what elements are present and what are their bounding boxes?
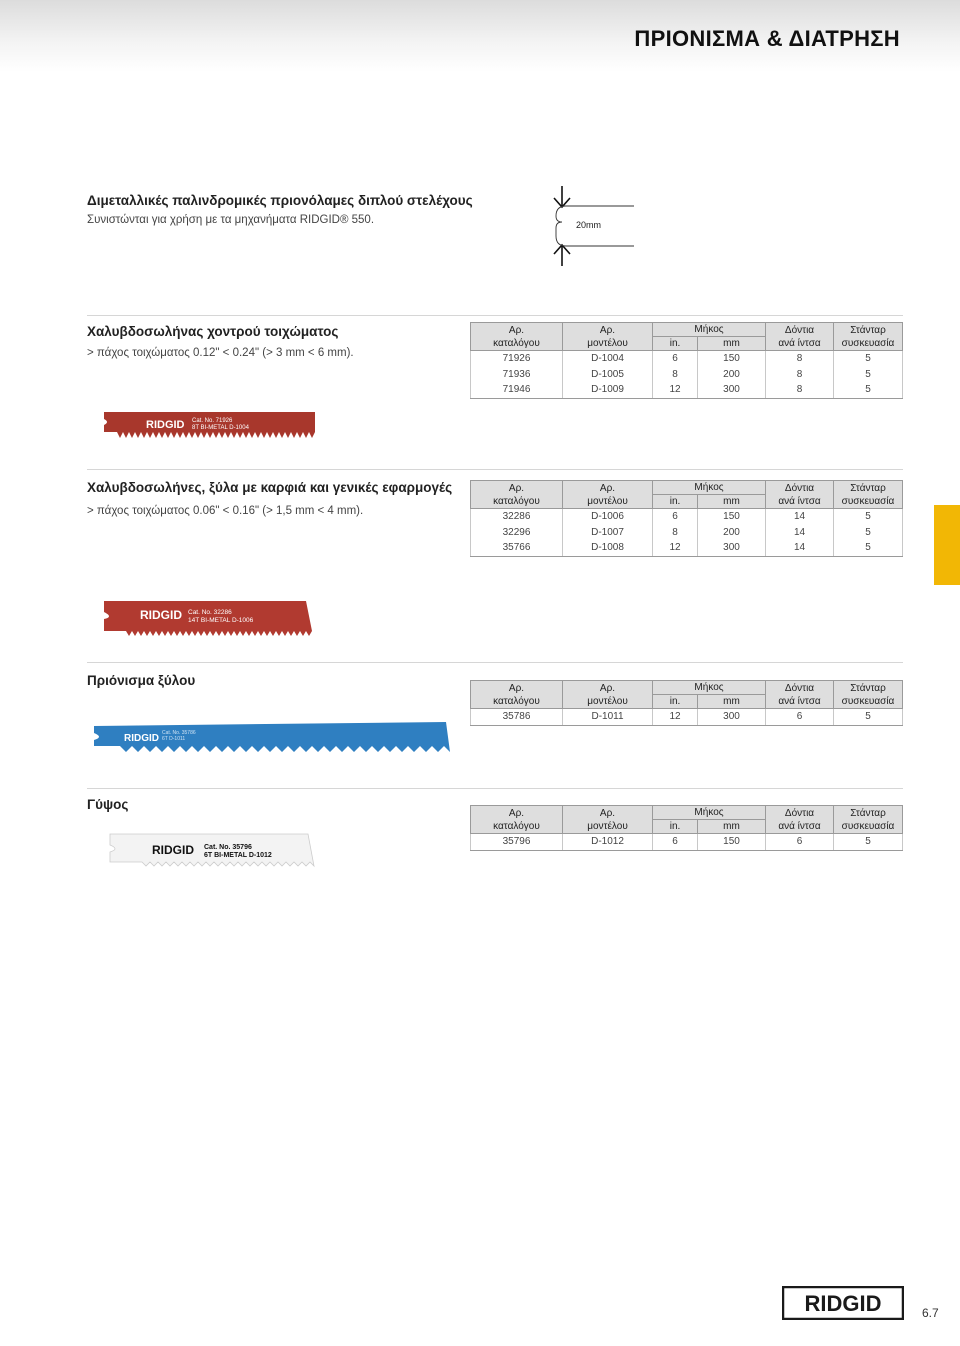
cell-mm: 200 (698, 525, 766, 541)
logo-wordmark: RIDGID (804, 1291, 882, 1316)
cell-pack: 5 (834, 834, 903, 851)
spec-table (470, 322, 903, 399)
section-title: Γύψος (87, 797, 129, 812)
cell-catalog: 35786 (471, 709, 563, 726)
cell-in: 12 (653, 709, 698, 726)
cell-model: D-1005 (563, 367, 653, 383)
cell-model: D-1012 (563, 834, 653, 851)
col-header-teeth: Δόντια ανά ίντσα (766, 681, 834, 709)
cell-model: D-1006 (563, 509, 653, 525)
cell-teeth: 8 (766, 367, 834, 383)
col-header-catalog: Αρ. καταλόγου (471, 806, 563, 834)
intro-subtitle: Συνιστώνται για χρήση με τα μηχανήματα RIDGID® 550. (87, 214, 375, 226)
cell-pack: 5 (834, 540, 903, 556)
cell-catalog: 71946 (471, 382, 563, 398)
col-header-in: in. (653, 695, 698, 709)
col-header-model: Αρ. μοντέλου (563, 323, 653, 351)
cell-model: D-1009 (563, 382, 653, 398)
cell-in: 8 (653, 367, 698, 383)
col-header-in: in. (653, 820, 698, 834)
col-header-teeth: Δόντια ανά ίντσα (766, 806, 834, 834)
cell-teeth: 6 (766, 834, 834, 851)
cell-catalog: 71926 (471, 351, 563, 367)
blade-spec: 6T BI-METAL D-1012 (204, 852, 272, 859)
table-row (471, 525, 903, 541)
cell-pack: 5 (834, 367, 903, 383)
col-header-mm: mm (698, 820, 766, 834)
cell-teeth: 14 (766, 525, 834, 541)
col-header-pack: Στάνταρ συσκευασία (834, 323, 903, 351)
table-row (471, 509, 903, 525)
col-header-length: Μήκος (653, 681, 766, 695)
section-title: Πριόνισμα ξύλου (87, 673, 196, 688)
blade-image (106, 828, 316, 872)
chapter-tab (934, 505, 960, 585)
blade-brand: RIDGID (146, 419, 185, 431)
blade-image (100, 408, 320, 450)
table-row (471, 834, 903, 851)
blade-brand: RIDGID (124, 733, 159, 744)
section-divider (87, 788, 903, 789)
section-divider (87, 662, 903, 663)
section-divider (87, 315, 903, 316)
col-header-length: Μήκος (653, 481, 766, 495)
col-header-mm: mm (698, 695, 766, 709)
col-header-teeth: Δόντια ανά ίντσα (766, 481, 834, 509)
cell-mm: 150 (698, 351, 766, 367)
cell-model: D-1011 (563, 709, 653, 726)
cell-catalog: 71936 (471, 367, 563, 383)
cell-teeth: 14 (766, 509, 834, 525)
cell-model: D-1007 (563, 525, 653, 541)
cell-teeth: 8 (766, 351, 834, 367)
section-subtitle: > πάχος τοιχώματος 0.12" < 0.24" (> 3 mm < 6 mm). (87, 347, 354, 359)
cell-model: D-1004 (563, 351, 653, 367)
col-header-length: Μήκος (653, 323, 766, 337)
blade-image (100, 597, 320, 641)
cell-catalog: 32286 (471, 509, 563, 525)
page-number: 6.7 (922, 1306, 939, 1320)
cell-mm: 300 (698, 709, 766, 726)
spec-table (470, 480, 903, 557)
spec-table (470, 680, 903, 726)
table-row (471, 709, 903, 726)
cell-in: 12 (653, 382, 698, 398)
cell-catalog: 35766 (471, 540, 563, 556)
cell-model: D-1008 (563, 540, 653, 556)
section-subtitle: > πάχος τοιχώματος 0.06" < 0.16" (> 1,5 mm < 4 mm). (87, 505, 364, 517)
cell-catalog: 35796 (471, 834, 563, 851)
page-title: ΠΡΙΟΝΙΣΜΑ & ΔΙΑΤΡΗΣΗ (634, 26, 900, 51)
diagram-dimension-label: 20mm (576, 220, 602, 230)
col-header-pack: Στάνταρ συσκευασία (834, 806, 903, 834)
col-header-in: in. (653, 337, 698, 351)
ridgid-logo (782, 1286, 904, 1320)
col-header-catalog: Αρ. καταλόγου (471, 481, 563, 509)
blade-brand: RIDGID (152, 843, 194, 857)
cell-teeth: 8 (766, 382, 834, 398)
shank-diagram (538, 186, 638, 270)
table-row (471, 367, 903, 383)
cell-in: 6 (653, 509, 698, 525)
cell-in: 8 (653, 525, 698, 541)
col-header-catalog: Αρ. καταλόγου (471, 681, 563, 709)
cell-mm: 150 (698, 834, 766, 851)
col-header-in: in. (653, 495, 698, 509)
cell-teeth: 14 (766, 540, 834, 556)
blade-image (90, 718, 452, 758)
col-header-model: Αρ. μοντέλου (563, 681, 653, 709)
col-header-pack: Στάνταρ συσκευασία (834, 481, 903, 509)
col-header-model: Αρ. μοντέλου (563, 481, 653, 509)
section-divider (87, 469, 903, 470)
col-header-model: Αρ. μοντέλου (563, 806, 653, 834)
cell-in: 6 (653, 834, 698, 851)
intro-title: Διμεταλλικές παλινδρομικές πριονόλαμες διπλού στελέχους (87, 193, 473, 208)
blade-spec: 6T D-1011 (162, 736, 186, 742)
cell-in: 6 (653, 351, 698, 367)
blade-cat-no: Cat. No. 35786 (162, 730, 196, 736)
cell-catalog: 32296 (471, 525, 563, 541)
spec-table (470, 805, 903, 851)
col-header-pack: Στάνταρ συσκευασία (834, 681, 903, 709)
col-header-mm: mm (698, 495, 766, 509)
cell-mm: 300 (698, 382, 766, 398)
cell-mm: 300 (698, 540, 766, 556)
blade-cat-no: Cat. No. 32286 (188, 609, 232, 616)
col-header-mm: mm (698, 337, 766, 351)
section-title: Χαλυβδοσωλήνας χοντρού τοιχώματος (87, 324, 339, 339)
blade-spec: 14T BI-METAL D-1006 (188, 617, 254, 624)
section-title: Χαλυβδοσωλήνες, ξύλα με καρφιά και γενικές εφαρμογές (87, 480, 453, 495)
blade-spec: 8T BI-METAL D-1004 (192, 425, 249, 431)
cell-teeth: 6 (766, 709, 834, 726)
cell-pack: 5 (834, 509, 903, 525)
col-header-length: Μήκος (653, 806, 766, 820)
table-row (471, 540, 903, 556)
cell-mm: 150 (698, 509, 766, 525)
blade-brand: RIDGID (140, 608, 182, 622)
cell-pack: 5 (834, 525, 903, 541)
cell-in: 12 (653, 540, 698, 556)
col-header-catalog: Αρ. καταλόγου (471, 323, 563, 351)
cell-pack: 5 (834, 382, 903, 398)
cell-mm: 200 (698, 367, 766, 383)
cell-pack: 5 (834, 351, 903, 367)
table-row (471, 382, 903, 398)
cell-pack: 5 (834, 709, 903, 726)
table-row (471, 351, 903, 367)
col-header-teeth: Δόντια ανά ίντσα (766, 323, 834, 351)
blade-cat-no: Cat. No. 71926 (192, 418, 233, 424)
blade-cat-no: Cat. No. 35796 (204, 844, 252, 851)
